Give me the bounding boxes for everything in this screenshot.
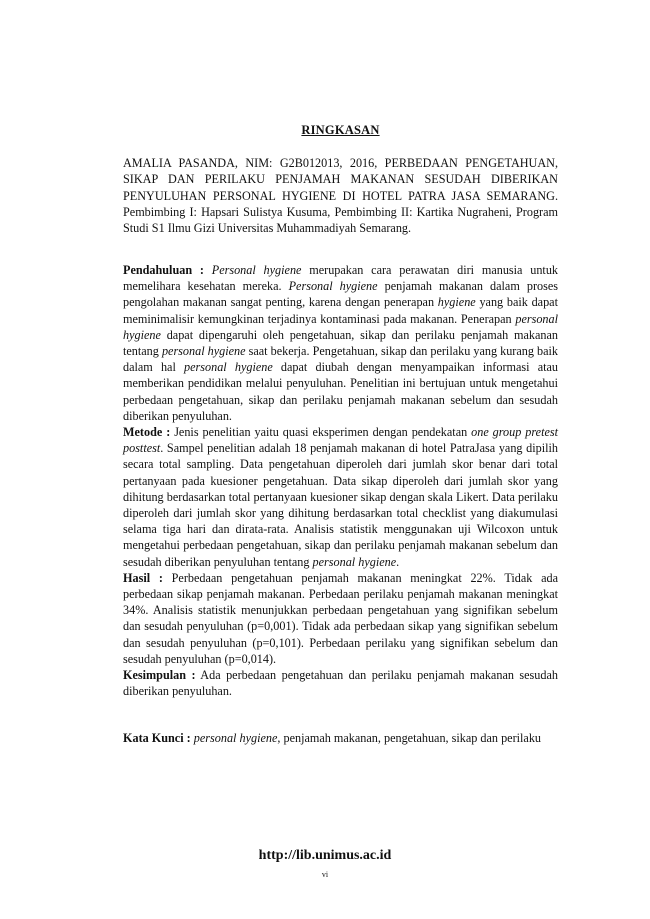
text-span: dapat diubah dengan menyampaikan informasi atau memberikan pendidikan melalui penyuluhan. Penelitian ini bertujuan untuk mengetahui perbedaan pengetahuan, sikap dan perilaku penjamah makanan sebelum dan sesudah diberikan penyuluhan. — [123, 360, 558, 423]
text-span: penjamah makanan dalam proses pengolahan makanan sangat penting, karena dengan penerapan — [123, 279, 559, 310]
text-span: Jenis penelitian yaitu quasi eksperimen dengan pendekatan — [170, 425, 472, 440]
kesimpulan-label: Kesimpulan : — [123, 668, 196, 683]
text-span: . — [396, 554, 400, 569]
italic-term: personal hygiene — [193, 731, 278, 745]
pendahuluan-label: Pendahuluan : — [123, 263, 204, 277]
italic-term: Personal hygiene — [211, 263, 302, 277]
text-span: Perbedaan pengetahuan penjamah makanan meningkat 22%. Tidak ada perbedaan sikap penjamah makanan. Perbedaan perilaku penjamah makanan meningkat 34%. Analisis statistik menunjukkan perbedaan pengetahuan yang signifikan sebelum dan sesudah penyuluhan (p=0,001). Tidak ada perbedaan sikap yang signifikan sebelum dan sesudah penyuluhan (p=0,101). Perbedaan perilaku yang signifikan sebelum dan sesudah penyuluhan (p=0,014). — [123, 570, 558, 666]
metode-label: Metode : — [123, 425, 171, 440]
text-span: yang baik dapat meminimalisir kemungkinan terjadinya kontaminasi pada makanan. Penerapan — [123, 295, 558, 326]
italic-term: personal hygiene — [312, 554, 397, 569]
italic-term: one group pretest posttest — [123, 425, 558, 456]
text-span: saat bekerja. Pengetahuan, sikap dan perilaku yang kurang baik dalam hal — [123, 344, 558, 375]
abstract-header: AMALIA PASANDA, NIM: G2B012013, 2016, PERBEDAAN PENGETAHUAN, SIKAP DAN PERILAKU PENJAMAH MAKANAN SESUDAH DIBERIKAN PENYULUHAN PERSONAL HYGIENE DI HOTEL PATRA JASA SEMARANG. Pembimbing I: Hapsari Sulistya Kusuma, Pembimbing II: Kartika Nugraheni, Program Studi S1 Ilmu Gizi Universitas Muhammadiyah Semarang. — [123, 156, 558, 236]
footer-url[interactable]: http://lib.unimus.ac.id — [258, 848, 392, 863]
keywords — [123, 730, 558, 746]
italic-term: personal hygiene — [123, 311, 558, 342]
hasil-paragraph — [123, 570, 558, 667]
page-number: vi — [321, 870, 329, 879]
metode-paragraph — [123, 424, 558, 570]
pendahuluan-paragraph — [123, 262, 558, 424]
italic-term: Personal hygiene — [288, 279, 378, 294]
abstract-body — [123, 262, 558, 699]
hasil-label: Hasil : — [123, 570, 163, 585]
keywords-label: Kata Kunci : — [123, 731, 191, 745]
text-span: , penjamah makanan, pengetahuan, sikap dan perilaku — [277, 731, 542, 745]
italic-term: personal hygiene — [161, 344, 246, 359]
document-title: RINGKASAN — [301, 123, 380, 137]
text-span: . Sampel penelitian adalah 18 penjamah makanan di hotel PatraJasa yang dipilih secara total sampling. Data pengetahuan diperoleh dari jumlah skor benar dari total pertanyaan pada kuesioner pengetahuan. Data sikap diperoleh dari jumlah skor yang dihitung berdasarkan total pertanyaan kuesioner sikap dengan skala Likert. Data perilaku diperoleh dari jumlah skor yang dihitung berdasarkan total checklist yang diakumulasi selama tiga hari dan dirata-rata. Analisis statistik menggunakan uji Wilcoxon untuk mengetahui perbedaan pengetahuan, sikap dan perilaku penjamah makanan sebelum dan sesudah diberikan penyuluhan tentang — [123, 441, 558, 569]
text-span: Ada perbedaan pengetahuan dan perilaku penjamah makanan sesudah diberikan penyuluhan. — [123, 668, 558, 699]
italic-term: personal hygiene — [184, 360, 273, 375]
italic-term: hygiene — [437, 295, 476, 310]
text-span: merupakan cara perawatan diri manusia untuk memelihara kesehatan mereka. — [123, 263, 559, 294]
kesimpulan-paragraph — [123, 667, 558, 699]
text-span: dapat dipengaruhi oleh pengetahuan, sikap dan perilaku penjamah makanan tentang — [123, 327, 558, 359]
